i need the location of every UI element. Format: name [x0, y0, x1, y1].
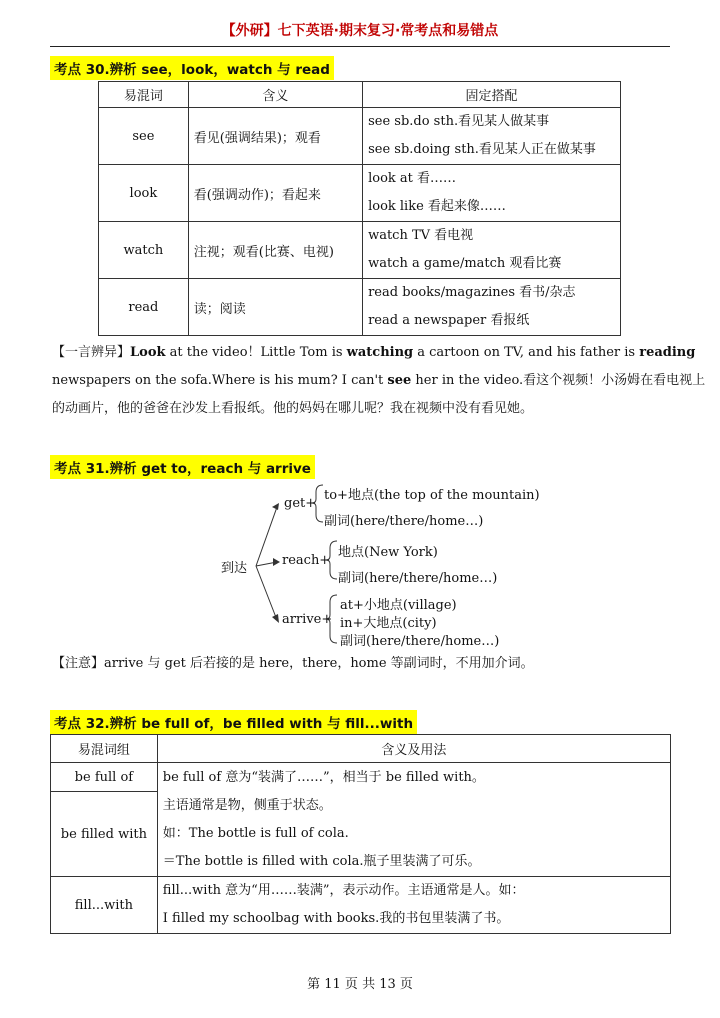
phrase-line: look at 看…… — [368, 171, 457, 186]
column-header: 易混词 — [99, 82, 189, 108]
usage-line: ＝The bottle is filled with cola.瓶子里装满了可乐。 — [162, 853, 481, 869]
section-31-title: 考点 31.辨析 get to，reach 与 arrive — [50, 455, 315, 479]
phrase-line: read a newspaper 看报纸 — [368, 313, 530, 328]
branch-item: in+大地点(city) — [340, 616, 437, 631]
word-cell: watch — [99, 222, 189, 279]
page-number: 第 11 页 共 13 页 — [307, 977, 413, 992]
example-label: 【一言辨异】 — [52, 345, 131, 360]
phrase-line: watch TV 看电视 — [368, 228, 474, 243]
table-row — [51, 877, 671, 934]
branch-item: 副词(here/there/home…) — [324, 514, 484, 529]
column-header: 含义 — [188, 82, 362, 108]
word-cell: be filled with — [51, 792, 158, 877]
branch-item: to+地点(the top of the mountain) — [324, 488, 540, 503]
usage-line: 主语通常是物，侧重于状态。 — [162, 797, 332, 813]
branch-item: 副词(here/there/home…) — [338, 571, 498, 586]
keyword-look: Look — [130, 345, 166, 360]
usage-line: I filled my schoolbag with books.我的书包里装满了书。 — [162, 911, 510, 926]
phrase-line: see sb.doing sth.看见某人正在做某事 — [368, 142, 596, 157]
example-text: newspapers on the sofa.Where is his mum? I can't — [52, 373, 388, 388]
word-cell: be full of — [51, 763, 158, 792]
meaning-cell: 看见(强调结果)；观看 — [188, 108, 362, 165]
branch-arrow-arrive — [256, 566, 277, 620]
word-cell: read — [99, 279, 189, 336]
meaning-cell: 注视；观看(比赛、电视) — [188, 222, 362, 279]
branch-item: 副词(here/there/home…) — [340, 634, 500, 649]
column-header: 固定搭配 — [363, 82, 621, 108]
note-paragraph: 【注意】arrive 与 get 后若接的是 here，there，home 等副词时，不用加介词。 — [52, 656, 534, 671]
usage-line: be full of 意为“装满了……”，相当于 be filled with。 — [162, 769, 485, 785]
meaning-cell: 看(强调动作)；看起来 — [188, 165, 362, 222]
page-header-title: 【外研】七下英语·期末复习·常考点和易错点 — [221, 23, 499, 39]
arrowhead-arrive — [272, 614, 279, 623]
example-line: 的动画片，他的爸爸在沙发上看报纸。他的妈妈在哪儿呢？我在视频中没有看见她。 — [52, 401, 534, 416]
phrase-line: read books/magazines 看书/杂志 — [368, 285, 576, 300]
arrowhead-reach — [273, 558, 280, 566]
section-32-title: 考点 32.辨析 be full of，be filled with 与 fill...with — [50, 710, 417, 734]
branch-item: 地点(New York) — [338, 545, 438, 560]
column-header: 易混词组 — [51, 735, 158, 763]
branch-label-get: get+ — [284, 496, 317, 511]
diagram-root-label: 到达 — [221, 561, 248, 576]
usage-cell — [157, 763, 670, 877]
word-cell: see — [99, 108, 189, 165]
column-header: 含义及用法 — [157, 735, 670, 763]
usage-cell — [157, 877, 670, 934]
phrase-line: watch a game/match 观看比赛 — [368, 256, 562, 271]
word-cell: fill...with — [51, 877, 158, 934]
section-32-table — [50, 734, 671, 934]
branch-item: at+小地点(village) — [340, 598, 457, 613]
keyword-reading: reading — [639, 345, 696, 360]
phrase-line: see sb.do sth.看见某人做某事 — [368, 114, 550, 129]
word-cell: look — [99, 165, 189, 222]
usage-line: 如：The bottle is full of cola. — [162, 825, 349, 841]
example-text: her in the video.看这个视频！小汤姆在看电视上 — [411, 373, 706, 388]
usage-line: fill...with 意为“用……装满”，表示动作。主语通常是人。如： — [162, 883, 525, 898]
keyword-watching: watching — [346, 345, 414, 360]
keyword-see: see — [387, 373, 412, 388]
example-text: at the video！Little Tom is — [165, 345, 347, 360]
branch-label-reach: reach+ — [282, 553, 331, 568]
branch-arrow-get — [256, 507, 277, 566]
meaning-cell: 读；阅读 — [188, 279, 362, 336]
table-row — [51, 763, 671, 792]
arrowhead-get — [272, 503, 279, 510]
example-text: a cartoon on TV, and his father is — [413, 345, 640, 360]
phrase-line: look like 看起来像…… — [368, 199, 506, 214]
section-30-title: 考点 30.辨析 see，look，watch 与 read — [50, 56, 334, 80]
branch-label-arrive: arrive+ — [282, 612, 333, 627]
table-header-row — [51, 735, 671, 763]
